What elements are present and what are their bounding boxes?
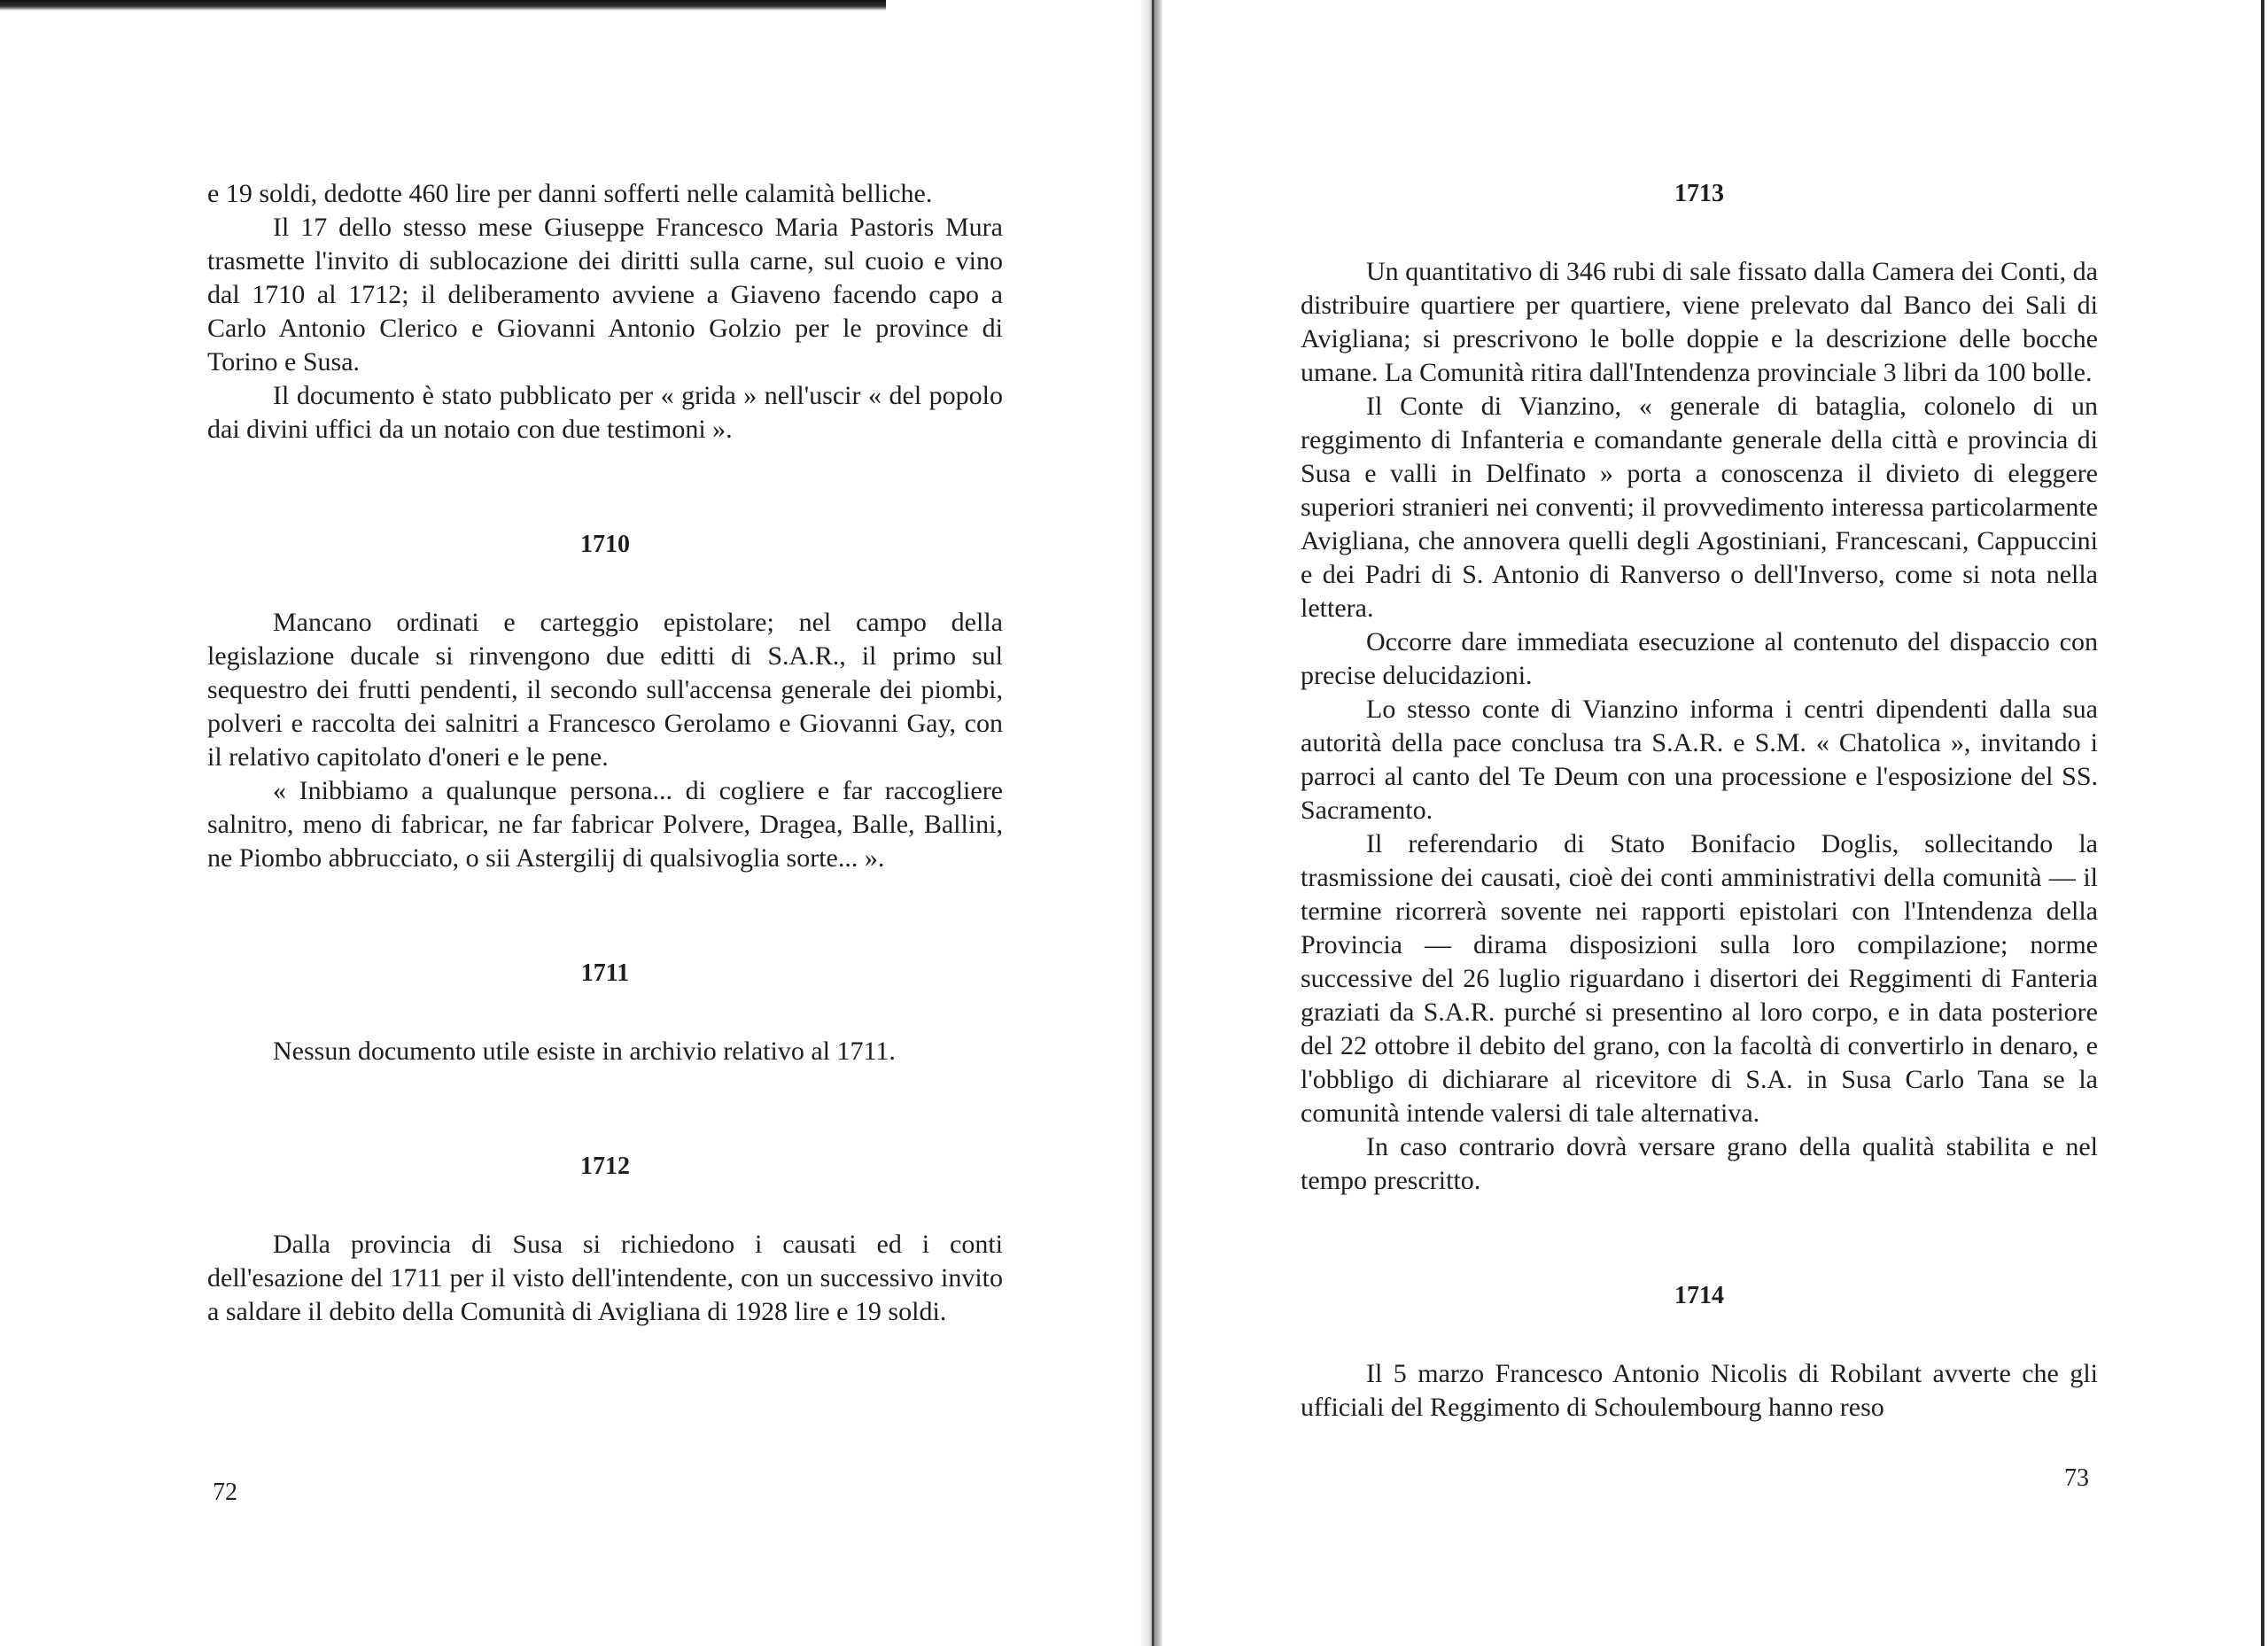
paragraph-quote-salnitro: « Inibbiamo a qualunque persona... di cogliere e far raccogliere salnitro, meno di fabricar, ne far fabricar Polvere, Dragea, Balle, Ballini, ne Piombo abbrucciato, o sii Astergilij di qualsivoglia sorte... ». — [207, 776, 1003, 873]
year-heading-1711: 1711 — [580, 959, 630, 987]
paragraph-grida: Il documento è stato pubblicato per « grida » nell'uscir « del popolo dai divini uffici da un notaio con due testimoni ». — [207, 381, 1003, 444]
paragraph-pace: Lo stesso conte di Vianzino informa i centri dipendenti dalla sua autorità della pace conclusa tra S.A.R. e S.M. « Chatolica », invitando i parroci al canto del Te Deum con una processione e l'esposizione del SS. Sacramento. — [1301, 695, 2098, 825]
paragraph-robilant: Il 5 marzo Francesco Antonio Nicolis di Robilant avverte che gli ufficiali del Reggimento di Schoulembourg hanno reso — [1301, 1359, 2098, 1422]
paragraph-editti: Mancano ordinati e carteggio epistolare; nel campo della legislazione ducale si rinvengono due editti di S.A.R., il primo sul sequestro dei frutti pendenti, il secondo sull'accensa generale dei piombi, polveri e raccolta dei salnitri a Francesco Gerolamo e Giovanni Gay, con il relativo capitolato d'oneri e le pene. — [207, 608, 1003, 772]
paragraph-nessun-documento: Nessun documento utile esiste in archivio relativo al 1711. — [273, 1037, 896, 1066]
right-page-text — [1301, 177, 2098, 1425]
paragraph-occorre: Occorre dare immediata esecuzione al contenuto del dispaccio con precise delucidazioni. — [1301, 627, 2098, 690]
paragraph-susa-causati: Dalla provincia di Susa si richiedono i causati ed i conti dell'esazione del 1711 per il visto dell'intendente, con un successivo invito a saldare il debito della Comunità di Avigliana di 1928 lire e 19 soldi. — [207, 1230, 1003, 1326]
scan-right-edge — [2261, 0, 2264, 1646]
paragraph-referendario: Il referendario di Stato Bonifacio Doglis, sollecitando la trasmissione dei causati, cioè dei conti amministrativi della comunità — il termine ricorrerà sovente nei rapporti epistolari con l'Intendenza della Provincia — dirama disposizioni sulla loro compilazione; norme successive del 26 luglio riguardano i disertori dei Reggimenti di Fanteria graziati da S.A.R. purché si presentino al loro corpo, e in data posteriore del 22 ottobre il debito del grano, con la facoltà di convertirlo in denaro, e l'obbligo di dichiarare al ricevitore di S.A. in Susa Carlo Tana se la comunità intende valersi di tale alternativa. — [1301, 829, 2098, 1128]
left-page-text — [207, 177, 1003, 1329]
year-heading-1713: 1713 — [1674, 180, 1724, 207]
year-heading-1710: 1710 — [580, 531, 630, 558]
paragraph-continuation: e 19 soldi, dedotte 460 lire per danni sofferti nelle calamità belliche. — [207, 179, 933, 208]
page-number: 73 — [2064, 1464, 2089, 1492]
year-heading-1714: 1714 — [1674, 1282, 1724, 1309]
right-page — [1162, 0, 2261, 1646]
paragraph-caso-contrario: In caso contrario dovrà versare grano della qualità stabilita e nel tempo prescritto. — [1301, 1132, 2098, 1195]
paragraph-sale: Un quantitativo di 346 rubi di sale fissato dalla Camera dei Conti, da distribuire quartiere per quartiere, viene prelevato dal Banco dei Sali di Avigliana; si prescrivono le bolle doppie e la descrizione delle bocche umane. La Comunità ritira dall'Intendenza provinciale 3 libri da 100 bolle. — [1301, 257, 2098, 387]
book-gutter-fold — [1152, 0, 1154, 1646]
year-heading-1712: 1712 — [580, 1153, 630, 1180]
paragraph-conte-vianzino: Il Conte di Vianzino, « generale di bataglia, colonelo di un reggimento di Infanteria e comandante generale della città e provincia di Susa e valli in Delfinato » porta a conoscenza il divieto di eleggere superiori stranieri nei conventi; il provvedimento interessa particolarmente Avigliana, che annovera quelli degli Agostiniani, Francescani, Cappuccini e dei Padri di S. Antonio di Ranverso o dell'Inverso, come si nota nella lettera. — [1301, 392, 2098, 623]
page-number: 72 — [213, 1479, 237, 1506]
book-gutter-shadow — [1139, 0, 1162, 1646]
paragraph-pastoris: Il 17 dello stesso mese Giuseppe Francesco Maria Pastoris Mura trasmette l'invito di sublocazione dei diritti sulla carne, sul cuoio e vino dal 1710 al 1712; il deliberamento avviene a Giaveno facendo capo a Carlo Antonio Clerico e Giovanni Antonio Golzio per le province di Torino e Susa. — [207, 213, 1003, 377]
